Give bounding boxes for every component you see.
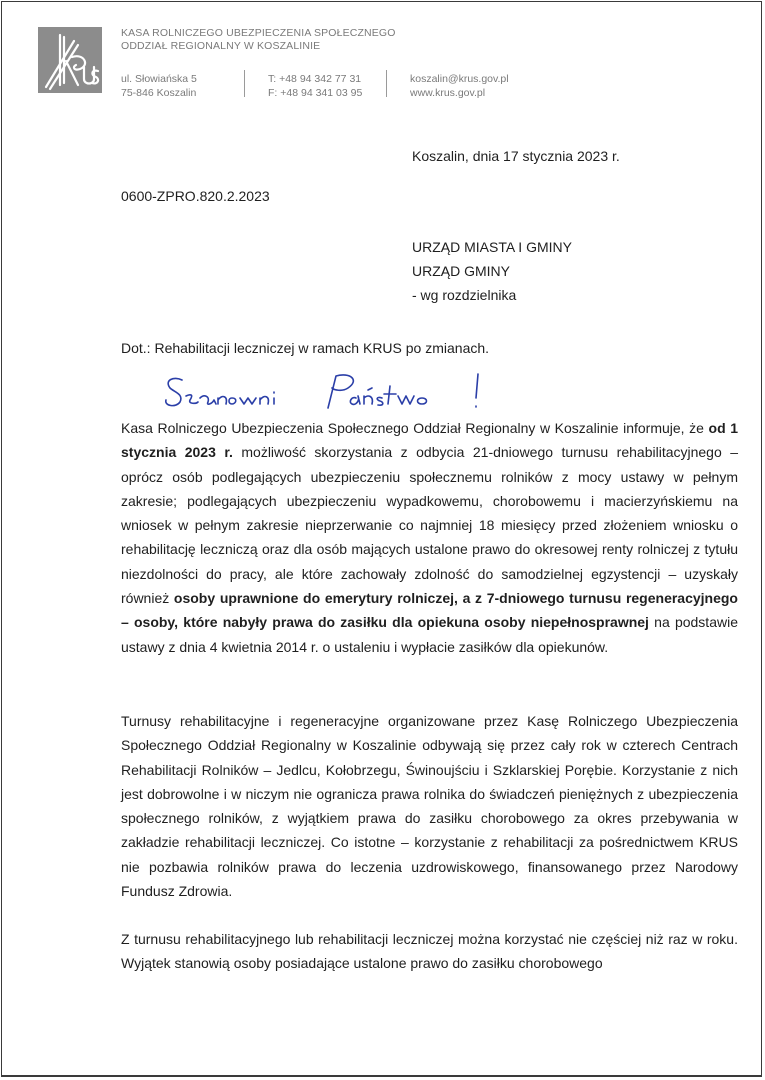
krus-logo [38,27,102,93]
p1-bold-eligibility: osoby uprawnione do emerytury rolniczej, a z 7-dniowego turnusu regeneracyjnego – osoby, które nabyły prawa do zasiłku dla opiekuna osoby niepełnosprawnej [121,590,738,631]
paragraph-2: Turnusy rehabilitacyjne i regeneracyjne organizowane przez Kasę Rolniczego Ubezpieczenia Społecznego Oddział Regionalny w Koszalinie odbywają się przez cały rok w czterech Centrach Rehabilitacji Rolników – Jedlcu, Kołobrzegu, Świnoujściu i Szklarskiej Porębie. Korzystanie z nich jest dobrowolne i w niczym nie ogranicza prawa rolnika do świadczeń pieniężnych z ubezpieczenia społecznego rolników, z wyjątkiem prawa do zasiłku chorobowego za okres przebywania w zakładzie rehabilitacji leczniczej. Co istotne – korzystanie z rehabilitacji za pośrednictwem KRUS nie pozbawia rolników prawa do leczenia uzdrowiskowego, finansowanego przez Narodowy Fundusz Zdrowia. [121,713,738,900]
recipients-block [412,235,572,307]
postal-address [121,72,197,100]
recipient-line: URZĄD GMINY [412,263,510,279]
postal-code-city: 75-846 Koszalin [121,87,197,99]
p1-text: na podstawie ustawy z dnia 4 kwietnia 2014 r. o ustaleniu i wypłacie zasiłków dla opiekunów. [121,614,738,655]
paragraph-3: Z turnusu rehabilitacyjnego lub rehabilitacji leczniczej można korzystać nie częściej niż raz w roku. Wyjątek stanowią osoby posiadające ustalone prawo do zasiłku chorobowego [121,931,738,972]
phone-number: T: +48 94 342 77 31 [268,73,362,85]
recipient-line: - wg rozdzielnika [412,287,517,303]
reference-number: 0600-ZPRO.820.2.2023 [121,188,270,204]
p1-text: Kasa Rolniczego Ubezpieczenia Społecznego Oddział Regionalny w Koszalinie informuje, że [121,420,709,436]
email-link[interactable]: koszalin@krus.gov.pl [410,73,509,85]
phone-contacts [268,72,362,100]
website-link[interactable]: www.krus.gov.pl [410,87,486,99]
recipient-line: URZĄD MIASTA I GMINY [412,239,572,255]
header-divider [386,70,387,97]
subject-line: Dot.: Rehabilitacji leczniczej w ramach KRUS po zmianach. [121,340,490,356]
krus-logo-graphic [38,27,102,93]
org-name-line2: ODDZIAŁ REGIONALNY W KOSZALINIE [121,40,321,52]
letter-date: Koszalin, dnia 17 stycznia 2023 r. [412,148,620,164]
p1-text: możliwość skorzystania z odbycia 21-dniowego turnusu rehabilitacyjnego – oprócz osób podlegających ubezpieczeniu społecznemu rolników z mocy ustawy w pełnym zakresie; podlegających ubezpieczeniu wypadkowemu, chorobowemu i macierzyńskiemu na wniosek w pełnym zakresie nieprzerwanie co najmniej 18 miesięcy przed złożeniem wniosku o rehabilitację leczniczą oraz dla osób mających ustalone prawo do okresowej renty rolniczej z tytułu niezdolności do pracy, ale które zachowały zdolność do samodzielnej egzystencji – uzyskały również [121,444,738,607]
p1-bold-date: od 1 stycznia 2023 r. [121,420,738,461]
header-divider [244,70,245,97]
paragraph-1 [121,416,738,659]
web-contacts [410,72,509,100]
fax-number: F: +48 94 341 03 95 [268,87,363,99]
handwritten-salutation [160,368,500,418]
organization-name [121,27,396,53]
street-address: ul. Słowiańska 5 [121,73,197,85]
salutation-handwriting [160,368,500,418]
org-name-line1: KASA ROLNICZEGO UBEZPIECZENIA SPOŁECZNEGO [121,27,396,39]
